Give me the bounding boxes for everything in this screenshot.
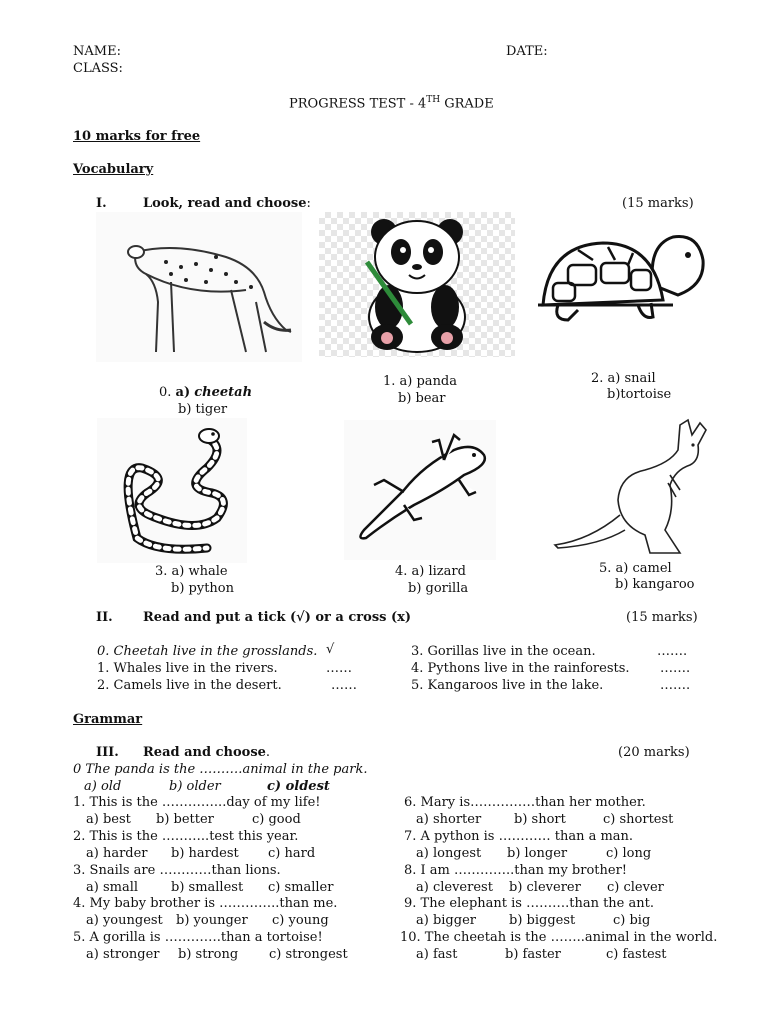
tick-item-1: 1. Whales live in the rivers. [97,661,278,676]
question-3-option-b[interactable]: b) smallest [171,880,244,895]
vocabulary-heading: Vocabulary [73,162,154,177]
question-4-option-b[interactable]: b) younger [176,913,248,928]
question-7-option-b[interactable]: b) longer [507,846,568,861]
question-2: 2. This is the ………..test this year. [73,829,299,844]
section-2-title: Read and put a tick (√) or a cross (x) [143,610,412,625]
question-6-option-b[interactable]: b) short [514,812,566,827]
section-1-title [143,196,311,211]
tortoise-icon [533,225,713,330]
question-9-option-a[interactable]: a) bigger [416,913,476,928]
question-9: 9. The elephant is ……….than the ant. [404,896,654,911]
question-10: 10. The cheetah is the ……..animal in the world. [400,930,718,945]
section-3-number: III. [96,745,119,760]
question-6-option-a[interactable]: a) shorter [416,812,482,827]
question-2-option-b[interactable]: b) hardest [171,846,239,861]
tick-blank-3[interactable]: ……. [657,644,688,659]
choice-5-b: b) kangaroo [615,577,695,592]
tick-blank-1[interactable]: …… [326,661,352,676]
question-4: 4. My baby brother is …………..than me. [73,896,338,911]
question-8: 8. I am …………..than my brother! [404,863,628,878]
free-marks: 10 marks for free [73,129,201,144]
question-1-option-b[interactable]: b) better [156,812,214,827]
class-label: CLASS: [73,61,123,76]
question-2-option-a[interactable]: a) harder [86,846,148,861]
tick-example-answer: √ [326,642,335,657]
choice-3-a: 3. a) whale [155,564,228,579]
tick-example: 0. Cheetah live in the grosslands. [97,644,318,659]
tick-blank-2[interactable]: …… [331,678,357,693]
question-5-option-c[interactable]: c) strongest [269,947,348,962]
section-1-title-text: Look, read and choose [143,196,307,211]
cheetah-icon [96,212,302,362]
choice-5-a: 5. a) camel [599,561,672,576]
name-label: NAME: [73,44,121,59]
tick-item-5: 5. Kangaroos live in the lake. [411,678,604,693]
section-3-marks: (20 marks) [618,745,690,760]
question-10-option-a[interactable]: a) fast [416,947,458,962]
choice-2-a: 2. a) snail [591,371,656,386]
question-10-option-c[interactable]: c) fastest [606,947,667,962]
title-sup: TH [426,95,441,105]
choice-0-num: 0. [159,385,172,400]
question-3: 3. Snails are …………than lions. [73,863,281,878]
section-1-colon: : [306,196,311,211]
snake-picture [97,418,247,563]
choice-3-b: b) python [171,581,234,596]
section-3-title [143,745,270,760]
choice-2-b: b)tortoise [607,387,672,402]
question-3-option-c[interactable]: c) smaller [268,880,334,895]
grammar-example-b: b) older [169,779,221,794]
section-3-dot: . [265,745,271,760]
question-8-option-a[interactable]: a) cleverest [416,880,493,895]
choice-0-a [159,385,252,400]
tick-item-4: 4. Pythons live in the rainforests. [411,661,630,676]
choice-1-b: b) bear [398,391,446,406]
question-7-option-a[interactable]: a) longest [416,846,482,861]
lizard-picture [344,420,496,560]
choice-1-a: 1. a) panda [383,374,458,389]
choice-0-a-word: cheetah [194,385,253,400]
question-6-option-c[interactable]: c) shortest [603,812,674,827]
page-title [289,95,494,111]
grammar-example: 0 The panda is the ……….animal in the park. [73,762,368,777]
question-8-option-c[interactable]: c) clever [607,880,664,895]
snake-icon [97,418,247,563]
section-3-title-text: Read and choose [143,745,266,760]
choice-4-b: b) gorilla [408,581,469,596]
section-1-number: I. [96,196,107,211]
section-2-marks: (15 marks) [626,610,698,625]
panda-icon [319,212,515,357]
grammar-example-a: a) old [84,779,122,794]
title-text: PROGRESS TEST - 4 [289,96,427,112]
section-1-marks: (15 marks) [622,196,694,211]
choice-4-a: 4. a) lizard [395,564,466,579]
choice-0-a-letter: a) [175,385,191,400]
question-4-option-a[interactable]: a) youngest [86,913,163,928]
title-grade: GRADE [440,96,494,112]
date-label: DATE: [506,44,548,59]
question-2-option-c[interactable]: c) hard [268,846,316,861]
question-10-option-b[interactable]: b) faster [505,947,561,962]
tick-item-3: 3. Gorillas live in the ocean. [411,644,596,659]
question-1: 1. This is the …………...day of my life! [73,795,321,810]
kangaroo-icon [550,415,715,563]
question-6: 6. Mary is……………than her mother. [404,795,646,810]
panda-picture [319,212,515,357]
question-7: 7. A python is ………… than a man. [404,829,634,844]
question-5-option-b[interactable]: b) strong [178,947,239,962]
question-3-option-a[interactable]: a) small [86,880,139,895]
question-1-option-c[interactable]: c) good [252,812,301,827]
cheetah-picture [96,212,302,362]
question-4-option-c[interactable]: c) young [272,913,329,928]
kangaroo-picture [550,415,715,563]
question-9-option-c[interactable]: c) big [613,913,651,928]
tick-blank-5[interactable]: ……. [660,678,691,693]
grammar-example-c: c) oldest [267,779,330,794]
question-7-option-c[interactable]: c) long [606,846,652,861]
tick-item-2: 2. Camels live in the desert. [97,678,282,693]
question-1-option-a[interactable]: a) best [86,812,131,827]
question-8-option-b[interactable]: b) cleverer [509,880,581,895]
question-5: 5. A gorilla is ………….than a tortoise! [73,930,323,945]
question-5-option-a[interactable]: a) stronger [86,947,160,962]
question-9-option-b[interactable]: b) biggest [509,913,576,928]
tortoise-picture [533,225,713,330]
tick-blank-4[interactable]: ……. [660,661,691,676]
grammar-heading: Grammar [73,712,143,727]
choice-0-b: b) tiger [178,402,228,417]
lizard-icon [344,420,496,560]
section-2-number: II. [96,610,113,625]
